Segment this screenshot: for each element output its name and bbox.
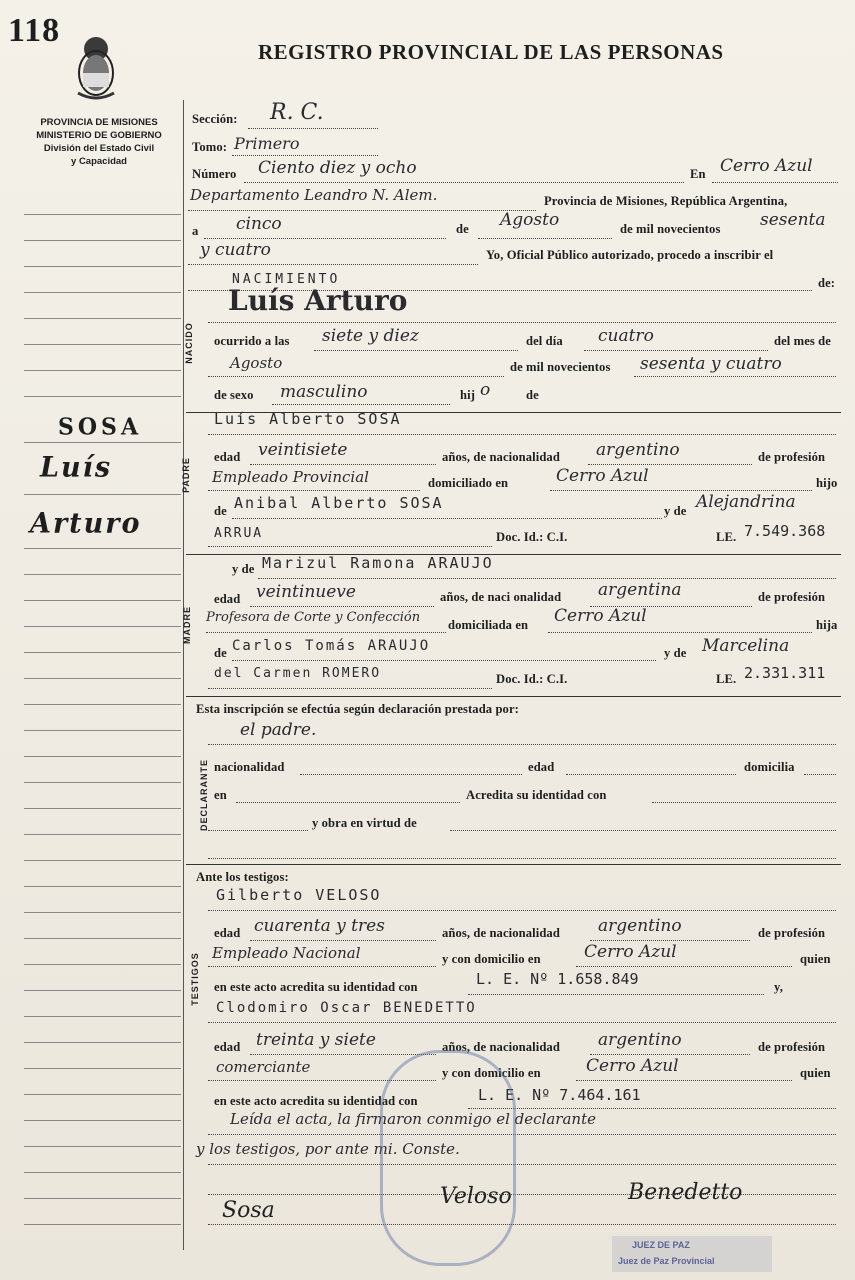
coat-of-arms-icon	[74, 33, 118, 101]
fill-line	[300, 774, 522, 775]
margin-rule	[24, 442, 181, 443]
side-label-padre: PADRE	[180, 457, 191, 493]
label-hija: hija	[816, 618, 838, 632]
value-abuela: Alejandrina	[696, 492, 796, 512]
label-de-padre: de	[214, 504, 227, 518]
value-testigo2-edad: treinta y siete	[256, 1030, 376, 1050]
ministry-line: MINISTERIO DE GOBIERNO	[36, 130, 162, 141]
value-hora: siete y diez	[322, 326, 419, 346]
label-edad-t1: edad	[214, 926, 241, 940]
fill-line	[208, 1164, 836, 1165]
value-cierre-1: Leída el acta, la firmaron conmigo el declarante	[230, 1110, 596, 1128]
value-abuelo: Anibal Alberto SOSA	[234, 494, 444, 512]
label-de-mil: de mil novecientos	[510, 360, 611, 374]
label-edad-t2: edad	[214, 1040, 241, 1054]
division-line: División del Estado Civil	[43, 143, 155, 154]
label-hijo-word: hijo	[816, 476, 838, 490]
label-doc-id-madre: Doc. Id.: C.I.	[496, 672, 568, 686]
fill-line	[232, 660, 656, 661]
label-sexo: de sexo	[214, 388, 254, 402]
fill-line	[188, 210, 536, 211]
label-acto-t2: en este acto acredita su identidad con	[214, 1094, 418, 1108]
fill-line	[208, 1022, 836, 1023]
fill-line	[576, 966, 792, 967]
fill-line	[584, 350, 768, 351]
fill-line	[588, 464, 752, 465]
label-obra: y obra en virtud de	[312, 816, 417, 830]
margin-rule	[24, 678, 181, 679]
margin-rule	[24, 886, 181, 887]
fill-line	[258, 578, 836, 579]
value-madre-dom: Cerro Azul	[554, 606, 647, 626]
label-de-colon: de:	[818, 276, 836, 290]
margin-rule	[24, 912, 181, 913]
value-declarante: el padre.	[240, 720, 317, 740]
registry-title: REGISTRO PROVINCIAL DE LAS PERSONAS	[258, 40, 724, 64]
value-testigo1-doc: L. E. Nº 1.658.849	[476, 970, 639, 988]
signature-testigo2: Benedetto	[628, 1180, 743, 1205]
margin-rule	[24, 1068, 181, 1069]
fill-line	[208, 546, 492, 547]
fill-line	[566, 774, 736, 775]
margin-divider	[183, 100, 184, 1250]
signature-declarante: Sosa	[222, 1198, 275, 1223]
value-testigo2-doc: L. E. Nº 7.464.161	[478, 1086, 641, 1104]
fill-line	[804, 774, 836, 775]
fill-line	[652, 802, 836, 803]
margin-rule	[24, 626, 181, 627]
label-profesion: de profesión	[758, 450, 826, 464]
label-inscripcion: Esta inscripción se efectúa según declaración prestada por:	[196, 702, 519, 716]
fill-line	[250, 1054, 436, 1055]
fill-line	[548, 632, 812, 633]
label-del-dia: del día	[526, 334, 563, 348]
value-mes: Agosto	[500, 210, 560, 230]
stamp-line-1: JUEZ DE PAZ	[632, 1240, 690, 1250]
value-abuela-materna-apellido: del Carmen ROMERO	[214, 666, 382, 681]
margin-rule	[24, 292, 181, 293]
signature-testigo1: Veloso	[440, 1184, 512, 1209]
value-madre-edad: veintinueve	[256, 582, 356, 602]
value-testigo2-nombre: Clodomiro Oscar BENEDETTO	[216, 1000, 477, 1016]
stamp-line-2: Juez de Paz Provincial	[618, 1256, 715, 1266]
margin-rule	[24, 1224, 181, 1225]
fill-line	[208, 830, 308, 831]
margin-rule	[24, 964, 181, 965]
label-de: de	[456, 222, 469, 236]
fill-line	[208, 1134, 836, 1135]
margin-rule	[24, 1120, 181, 1121]
value-anio-cont: y cuatro	[200, 240, 271, 260]
label-tomo: Tomo:	[192, 140, 228, 154]
margin-rule	[24, 574, 181, 575]
margin-rule	[24, 214, 181, 215]
label-en-declarante: en	[214, 788, 227, 802]
fill-line	[208, 858, 836, 859]
fill-line	[232, 518, 662, 519]
label-edad-declarante: edad	[528, 760, 555, 774]
margin-rule	[24, 782, 181, 783]
label-profesion-t1: de profesión	[758, 926, 826, 940]
fill-line	[272, 404, 450, 405]
margin-rule	[24, 548, 181, 549]
label-domicilia: domicilia	[744, 760, 795, 774]
value-anio-nac: sesenta y cuatro	[640, 354, 782, 374]
fill-line	[478, 238, 612, 239]
margin-rule	[24, 808, 181, 809]
fill-line	[208, 490, 420, 491]
label-de-madre: de	[214, 646, 227, 660]
label-acredita: Acredita su identidad con	[466, 788, 607, 802]
value-tomo: Primero	[234, 134, 300, 153]
value-testigo2-nac: argentino	[598, 1030, 682, 1050]
label-acto-t1: en este acto acredita su identidad con	[214, 980, 418, 994]
label-y-de: y de	[664, 504, 687, 518]
fill-line	[712, 182, 838, 183]
fill-line	[236, 802, 460, 803]
label-anos-nac-madre: años, de naci onalidad	[440, 590, 562, 604]
value-testigo2-prof: comerciante	[216, 1058, 311, 1076]
official-stamp	[380, 1050, 516, 1266]
value-testigo1-prof: Empleado Nacional	[212, 944, 361, 962]
label-le-madre: LE.	[716, 672, 737, 686]
label-en: En	[690, 167, 706, 181]
fill-line	[250, 464, 436, 465]
label-domiciliada: domiciliada en	[448, 618, 529, 632]
value-dia: cinco	[236, 214, 282, 234]
value-abuelo-materno: Carlos Tomás ARAUJO	[232, 638, 431, 654]
fill-line	[468, 1108, 836, 1109]
label-testigos: Ante los testigos:	[196, 870, 289, 884]
label-edad-madre: edad	[214, 592, 241, 606]
fill-line	[208, 1224, 836, 1225]
fill-line	[468, 994, 764, 995]
label-mil-novecientos: de mil novecientos	[620, 222, 721, 236]
fill-line	[250, 940, 436, 941]
fill-line	[188, 264, 478, 265]
section-rule	[186, 864, 841, 865]
label-con-domicilio-t1: y con domicilio en	[442, 952, 541, 966]
side-label-testigos: TESTIGOS	[189, 952, 200, 1006]
value-madre-nombre: Marizul Ramona ARAUJO	[262, 554, 494, 572]
value-dia-nac: cuatro	[598, 326, 654, 346]
value-departamento: Departamento Leandro N. Alem.	[190, 186, 438, 204]
label-y-de-madre2: y de	[664, 646, 687, 660]
label-y-de-madre: y de	[232, 562, 255, 576]
fill-line	[208, 910, 836, 911]
side-label-madre: MADRE	[182, 606, 192, 644]
label-anos-nac: años, de nacionalidad	[442, 450, 560, 464]
fill-line	[248, 128, 378, 129]
fill-line	[208, 322, 836, 323]
label-anos-nac-t1: años, de nacionalidad	[442, 926, 560, 940]
capacity-line: y Capacidad	[71, 156, 127, 167]
margin-rule	[24, 938, 181, 939]
label-edad: edad	[214, 450, 241, 464]
value-padre-edad: veintisiete	[258, 440, 348, 460]
label-numero: Número	[192, 167, 237, 181]
margin-rule	[24, 494, 181, 495]
value-sexo: masculino	[280, 382, 368, 402]
value-numero: Ciento diez y ocho	[258, 158, 417, 178]
label-yo: Yo, Oficial Público autorizado, procedo a inscribir el	[486, 248, 774, 262]
fill-line	[550, 490, 812, 491]
label-con-domicilio-t2: y con domicilio en	[442, 1066, 541, 1080]
margin-rule	[24, 1146, 181, 1147]
label-a: a	[192, 224, 199, 238]
value-padre-le: 7.549.368	[744, 522, 826, 540]
label-de-hijo: de	[526, 388, 539, 402]
value-madre-prof: Profesora de Corte y Confección	[206, 610, 421, 625]
margin-rule	[24, 344, 181, 345]
margin-first-name: Luís	[40, 451, 113, 484]
label-profesion-madre: de profesión	[758, 590, 826, 604]
margin-rule	[24, 1172, 181, 1173]
section-rule	[186, 696, 841, 697]
fill-line	[250, 606, 434, 607]
label-del-mes: del mes de	[774, 334, 831, 348]
value-acto: NACIMIENTO	[232, 272, 341, 287]
margin-rule	[24, 860, 181, 861]
fill-line	[576, 1080, 792, 1081]
value-abuela-materna: Marcelina	[702, 636, 790, 656]
fill-line	[450, 830, 836, 831]
value-mes-nac: Agosto	[230, 354, 283, 372]
value-testigo1-nombre: Gilberto VELOSO	[216, 886, 382, 904]
margin-rule	[24, 1094, 181, 1095]
label-seccion: Sección:	[192, 112, 238, 126]
value-padre-nombre: Luís Alberto SOSA	[214, 410, 402, 428]
fill-line	[244, 182, 684, 183]
label-hijo: hij	[460, 388, 475, 402]
fill-line	[208, 966, 436, 967]
label-provincia: Provincia de Misiones, República Argentina,	[544, 194, 788, 208]
fill-line	[590, 1054, 750, 1055]
judge-stamp	[612, 1236, 772, 1272]
value-seccion: R. C.	[270, 100, 324, 125]
margin-surname: SOSA	[58, 413, 143, 441]
label-doc-id: Doc. Id.: C.I.	[496, 530, 568, 544]
value-testigo1-edad: cuarenta y tres	[254, 916, 385, 936]
value-padre-dom: Cerro Azul	[556, 466, 649, 486]
margin-rule	[24, 756, 181, 757]
margin-rule	[24, 730, 181, 731]
value-madre-le: 2.331.311	[744, 664, 826, 682]
fill-line	[208, 744, 836, 745]
value-anio: sesenta	[760, 210, 826, 230]
fill-line	[208, 688, 492, 689]
margin-rule	[24, 1198, 181, 1199]
label-nacionalidad: nacionalidad	[214, 760, 285, 774]
margin-rule	[24, 396, 181, 397]
margin-rule	[24, 704, 181, 705]
label-profesion-t2: de profesión	[758, 1040, 826, 1054]
value-testigo1-nac: argentino	[598, 916, 682, 936]
margin-rule	[24, 652, 181, 653]
margin-rule	[24, 1016, 181, 1017]
margin-rule	[24, 240, 181, 241]
fill-line	[204, 238, 446, 239]
fill-line	[314, 350, 518, 351]
value-testigo1-dom: Cerro Azul	[584, 942, 677, 962]
value-padre-nac: argentino	[596, 440, 680, 460]
label-quien-t1: quien	[800, 952, 831, 966]
fill-line	[206, 632, 446, 633]
label-domiciliado: domiciliado en	[428, 476, 509, 490]
label-le: LE.	[716, 530, 737, 544]
margin-rule	[24, 990, 181, 991]
value-hijo-suffix: o	[480, 380, 491, 400]
margin-rule	[24, 600, 181, 601]
margin-rule	[24, 318, 181, 319]
value-nombre: Luís Arturo	[228, 284, 408, 317]
fill-line	[208, 434, 836, 435]
label-quien-t2: quien	[800, 1066, 831, 1080]
act-number: 118	[8, 12, 61, 49]
fill-line	[208, 376, 504, 377]
side-label-declarante: DECLARANTE	[199, 759, 209, 831]
value-abuela-apellido: ARRUA	[214, 526, 264, 541]
value-lugar: Cerro Azul	[720, 156, 813, 176]
fill-line	[232, 155, 378, 156]
value-padre-prof: Empleado Provincial	[212, 468, 369, 486]
margin-rule	[24, 834, 181, 835]
value-cierre-2: y los testigos, por ante mi. Conste.	[196, 1140, 460, 1158]
label-ocurrido: ocurrido a las	[214, 334, 290, 348]
province-line: PROVINCIA DE MISIONES	[40, 117, 158, 128]
value-testigo2-dom: Cerro Azul	[586, 1056, 679, 1076]
margin-rule	[24, 1042, 181, 1043]
margin-rule	[24, 370, 181, 371]
label-y-comma: y,	[774, 980, 783, 994]
side-label-nacido: NACIDO	[183, 322, 194, 364]
fill-line	[590, 940, 750, 941]
label-anos-nac-t2: años, de nacionalidad	[442, 1040, 560, 1054]
value-madre-nac: argentina	[598, 580, 682, 600]
issuer-header	[14, 116, 184, 168]
fill-line	[634, 376, 836, 377]
margin-rule	[24, 266, 181, 267]
margin-second-name: Arturo	[30, 507, 142, 540]
